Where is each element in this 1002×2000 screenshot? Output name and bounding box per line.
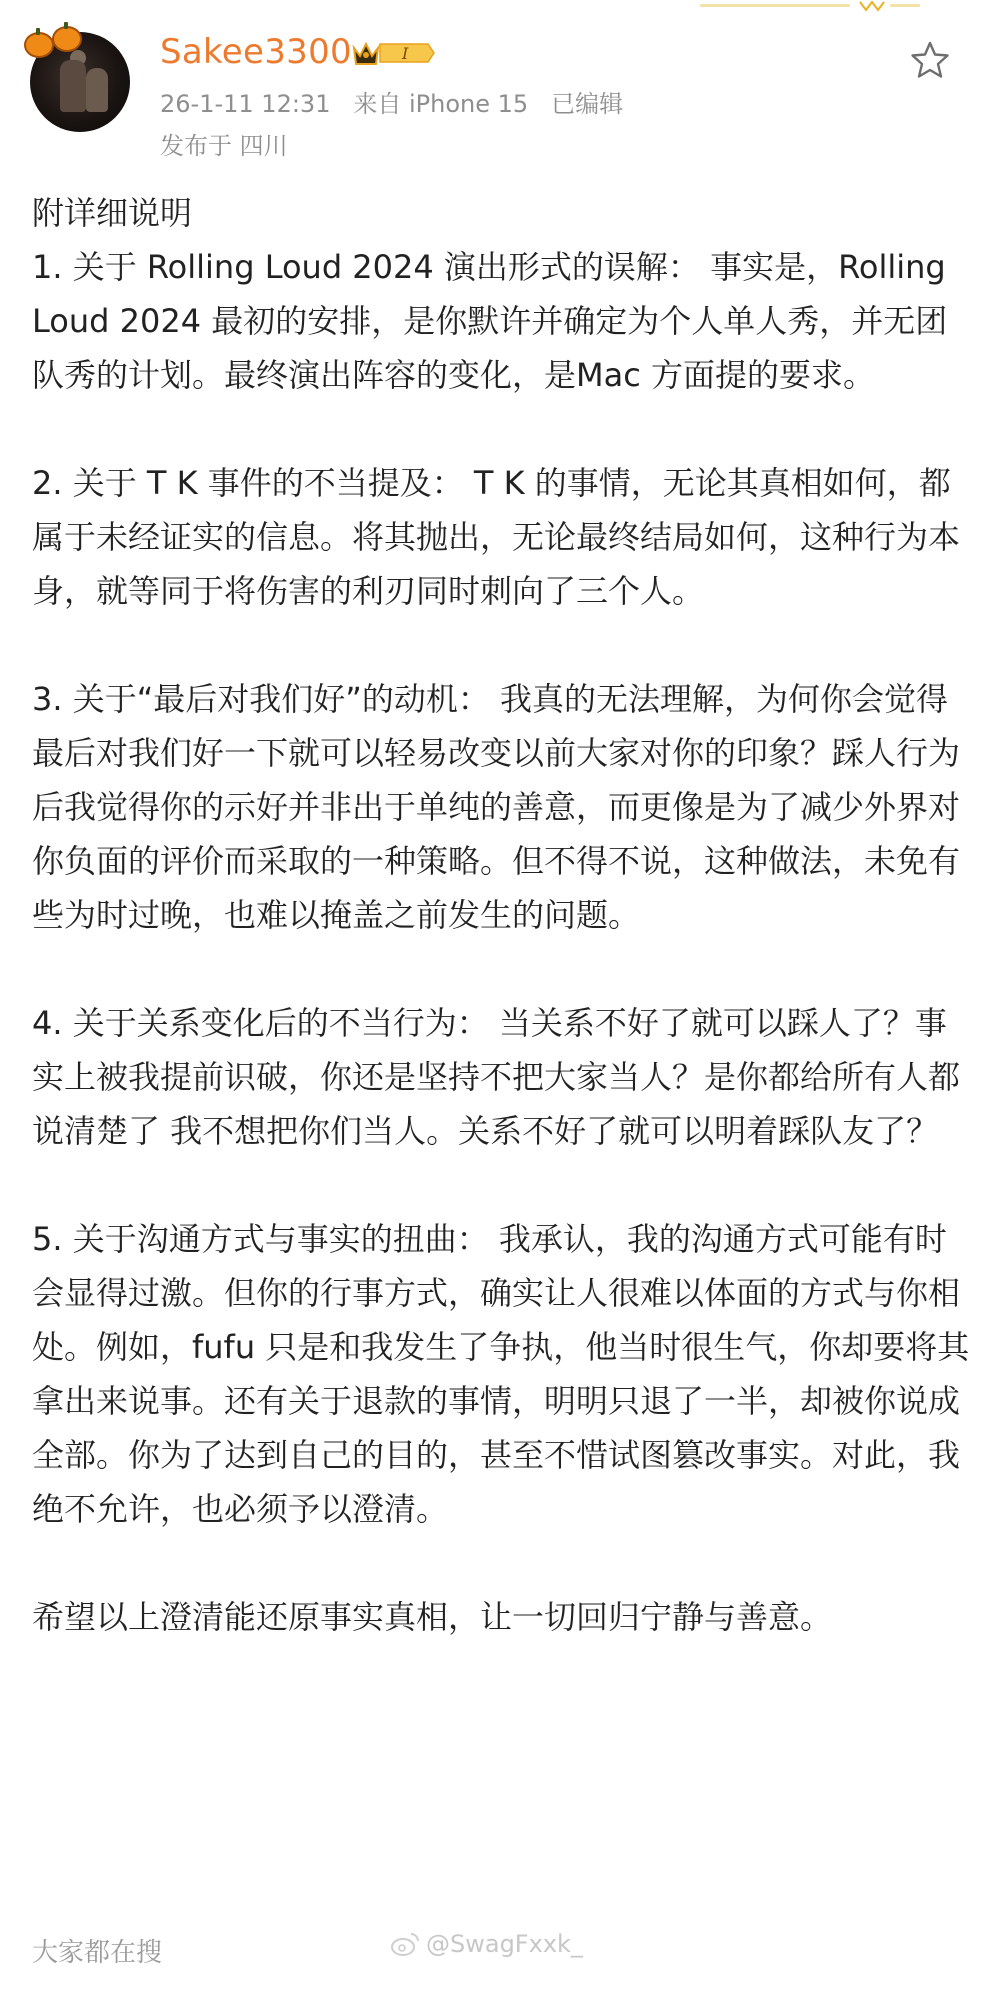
watermark — [390, 1930, 583, 1958]
crown-badge-icon[interactable] — [350, 38, 436, 68]
pumpkin-icon — [52, 26, 82, 52]
post-paragraph-2: 2. 关于 T K 事件的不当提及： T K 的事情，无论其真相如何，都属于未经证实的信息。将其抛出，无论最终结局如何，这种行为本身，就等同于将伤害的利刃同时刺向了三个人。 — [32, 464, 961, 610]
post-paragraph-4: 4. 关于关系变化后的不当行为： 当关系不好了就可以踩人了？事实上被我提前识破，你还是坚持不把大家当人？是你都给所有人都说清楚了 我不想把你们当人。关系不好了就可以明着踩队友了？ — [32, 1004, 961, 1150]
post-body-title: 附详细说明 — [32, 194, 193, 232]
username-link[interactable]: Sakee3300 — [160, 32, 352, 72]
post-location: 发布于 四川 — [160, 132, 288, 160]
edited-label[interactable]: 已编辑 — [551, 90, 624, 118]
post-body — [32, 186, 972, 1644]
avatar[interactable] — [28, 28, 132, 132]
star-icon[interactable] — [910, 40, 950, 80]
post-source: 来自 iPhone 15 — [353, 90, 529, 118]
post-closing: 希望以上澄清能还原事实真相，让一切回归宁静与善意。 — [32, 1598, 833, 1636]
post-meta — [160, 84, 623, 119]
badge-level-text: I — [402, 44, 409, 63]
trending-searches-link[interactable]: 大家都在搜 — [32, 1938, 163, 1968]
weibo-logo-icon — [390, 1931, 420, 1957]
watermark-handle: @SwagFxxk_ — [426, 1930, 583, 1958]
pumpkin-icon — [24, 32, 54, 58]
post-paragraph-1: 1. 关于 Rolling Loud 2024 演出形式的误解： 事实是，Rolling Loud 2024 最初的安排，是你默许并确定为个人单人秀，并无团队秀的计划。最终演出阵容的变化，是Mac 方面提的要求。 — [32, 248, 956, 394]
post-timestamp: 26-1-11 12:31 — [160, 90, 331, 118]
decorative-banner-icon — [700, 0, 920, 14]
post-paragraph-3: 3. 关于“最后对我们好”的动机： 我真的无法理解，为何你会觉得最后对我们好一下就可以轻易改变以前大家对你的印象？踩人行为后我觉得你的示好并非出于单纯的善意，而更像是为了减少外界对你负面的评价而采取的一种策略。但不得不说，这种做法，未免有些为时过晚，也难以掩盖之前发生的问题。 — [32, 680, 961, 934]
post-paragraph-5: 5. 关于沟通方式与事实的扭曲： 我承认，我的沟通方式可能有时会显得过激。但你的行事方式，确实让人很难以体面的方式与你相处。例如，fufu 只是和我发生了争执，他当时很生气，你却要将其拿出来说事。还有关于退款的事情，明明只退了一半，却被你说成全部。你为了达到自己的目的，甚至不惜试图篡改事实。对此，我绝不允许，也必须予以澄清。 — [32, 1220, 970, 1528]
post-header — [0, 0, 1002, 200]
